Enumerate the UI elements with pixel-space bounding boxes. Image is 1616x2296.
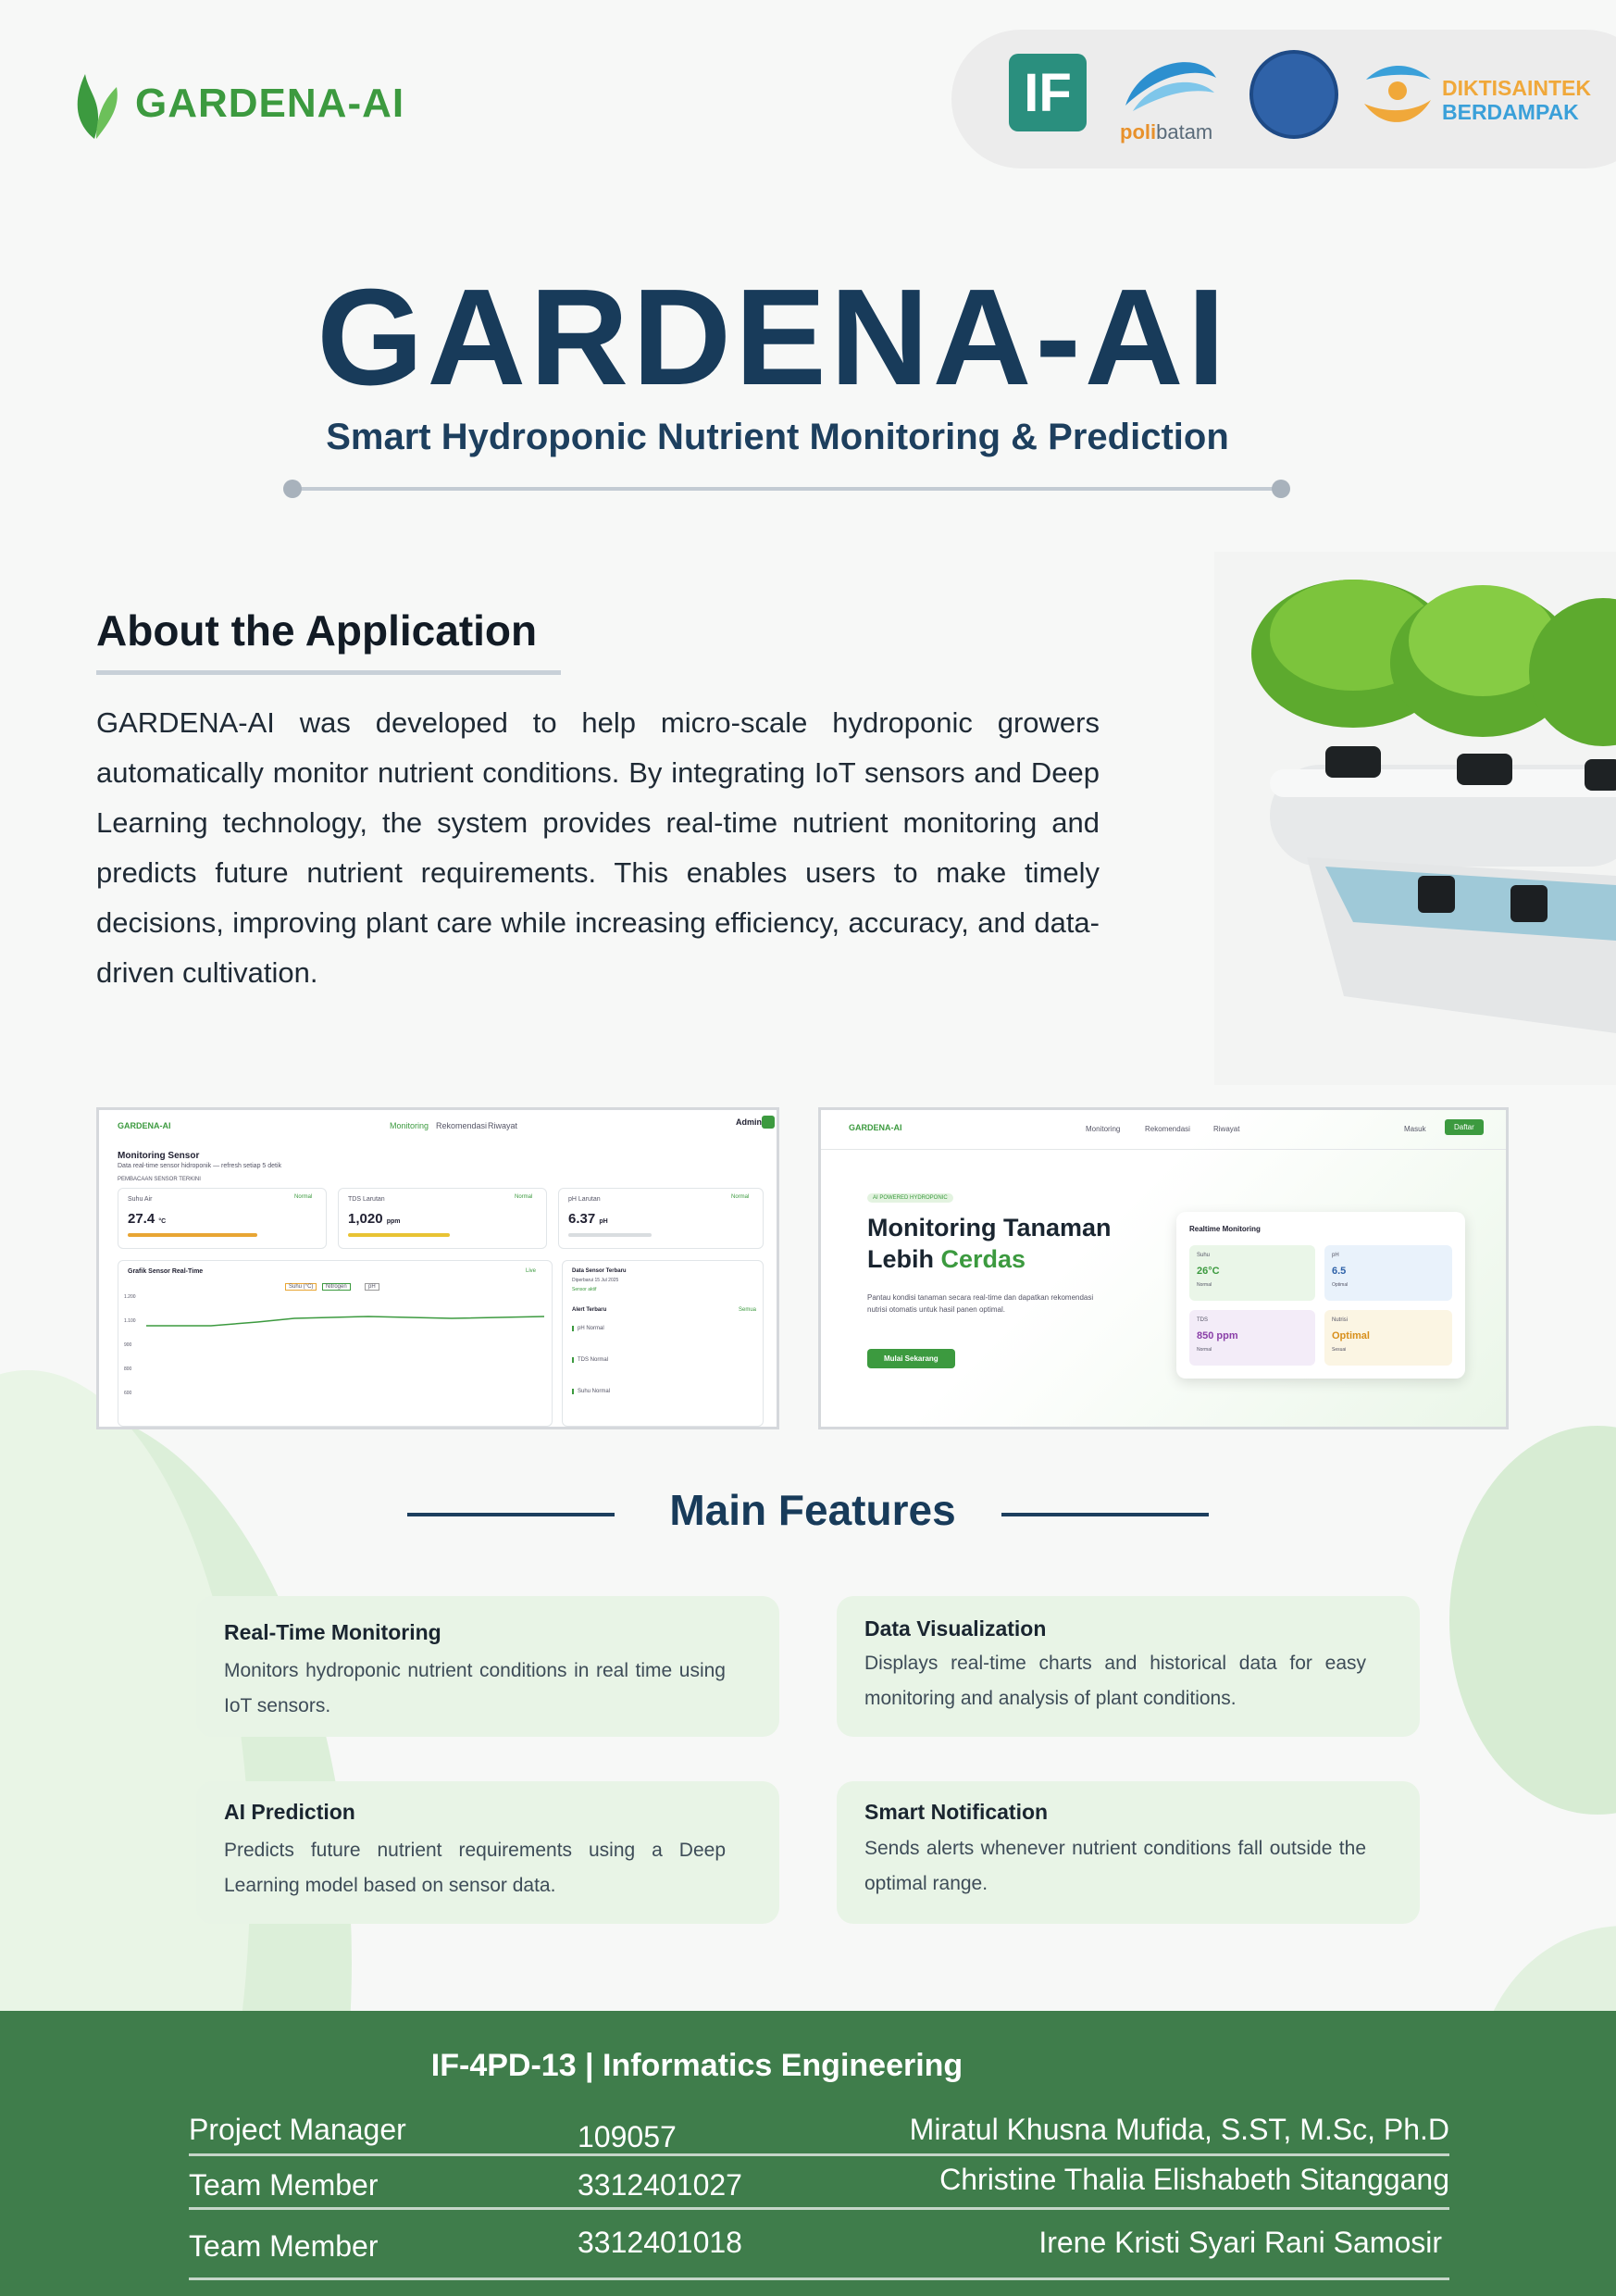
about-text: GARDENA-AI was developed to help micro-scale hydroponic growers automatically monitor nutrient conditions. By integrating IoT sensors and Deep Learning technology, the system provides real-time nutrient monitoring and predicts future nutrient requirements. This enables users to make timely decisions, improving plant care while increasing efficiency, accuracy, and data-driven cultivation. bbox=[96, 706, 1100, 989]
about-title: About the Application bbox=[96, 606, 538, 655]
mini-headline-2: Lebih Cerdas bbox=[867, 1245, 1026, 1273]
team-id: 3312401027 bbox=[578, 2168, 742, 2202]
mini-user: Admin bbox=[736, 1117, 762, 1127]
landing-screenshot bbox=[818, 1107, 1509, 1429]
brand-name: GARDENA-AI bbox=[135, 81, 405, 126]
features-line-right bbox=[1001, 1513, 1209, 1516]
dikti-logo-icon bbox=[1357, 52, 1440, 135]
mini-cta: Mulai Sekarang bbox=[867, 1349, 955, 1368]
hydroponic-plant-image bbox=[1214, 552, 1616, 1085]
team-row-divider bbox=[189, 2153, 1449, 2156]
leaf-icon bbox=[68, 67, 122, 141]
hero-divider bbox=[292, 487, 1283, 491]
mini-nav-riwayat: Riwayat bbox=[488, 1121, 518, 1130]
feature-card-notification bbox=[837, 1781, 1420, 1924]
mini-landing-nav-rekomendasi: Rekomendasi bbox=[1145, 1125, 1190, 1133]
mini-card-ph: pH Larutan Normal 6.37 pH bbox=[558, 1188, 764, 1249]
if-logo: IF bbox=[1009, 54, 1087, 131]
mini-page-sub: Data real-time sensor hidroponik — refresh setiap 5 detik bbox=[118, 1163, 282, 1169]
mini-login: Masuk bbox=[1404, 1125, 1426, 1133]
mini-nav-monitoring: Monitoring bbox=[390, 1121, 429, 1130]
divider-dot-left bbox=[283, 480, 302, 498]
about-underline bbox=[96, 670, 561, 675]
team-role: Team Member bbox=[189, 2168, 379, 2202]
tut-wuri-logo-icon bbox=[1249, 50, 1338, 139]
team-id: 3312401018 bbox=[578, 2226, 742, 2259]
features-title: Main Features bbox=[669, 1486, 956, 1534]
mini-landing-logo: GARDENA-AI bbox=[849, 1123, 902, 1132]
feature-desc: Sends alerts whenever nutrient conditions fall outside the optimal range. bbox=[864, 1838, 1366, 1894]
mini-line-chart bbox=[146, 1298, 544, 1409]
mini-headline-1: Monitoring Tanaman bbox=[867, 1214, 1112, 1242]
team-row-divider bbox=[189, 2277, 1449, 2280]
bg-blob-right bbox=[1449, 1426, 1616, 1815]
hero-title: GARDENA-AI bbox=[317, 261, 1229, 414]
feature-card-realtime bbox=[196, 1596, 779, 1737]
team-name: Miratul Khusna Mufida, S.ST, M.Sc, Ph.D bbox=[909, 2113, 1449, 2146]
team-name: Christine Thalia Elishabeth Sitanggang bbox=[939, 2163, 1449, 2196]
feature-desc: Displays real-time charts and historical data for easy monitoring and analysis of plant conditions. bbox=[864, 1653, 1366, 1709]
dashboard-screenshot bbox=[96, 1107, 779, 1429]
team-role: Team Member bbox=[189, 2229, 379, 2263]
feature-card-visualization bbox=[837, 1596, 1420, 1737]
mini-landing-nav-monitoring: Monitoring bbox=[1086, 1125, 1121, 1133]
divider-dot-right bbox=[1272, 480, 1290, 498]
polibatam-logo-text: polibatam bbox=[1120, 120, 1213, 144]
team-name: Irene Kristi Syari Rani Samosir bbox=[1038, 2226, 1442, 2259]
brand-logo bbox=[68, 67, 404, 141]
mini-logo: GARDENA-AI bbox=[118, 1121, 171, 1130]
team-title: IF-4PD-13 | Informatics Engineering bbox=[430, 2048, 963, 2083]
team-id: 109057 bbox=[578, 2120, 677, 2153]
mini-chart-card: Grafik Sensor Real-Time Live Suhu (°C) Nitrogen pH 1.200 1.100 900 800 600 bbox=[118, 1260, 553, 1427]
feature-name: Real-Time Monitoring bbox=[224, 1620, 441, 1644]
mini-card-suhu: Suhu Air Normal 27.4 °C bbox=[118, 1188, 327, 1249]
mini-desc: Pantau kondisi tanaman secara real-time dan dapatkan rekomendasi nutrisi otomatis untuk hasil panen optimal. bbox=[867, 1293, 1094, 1314]
mini-avatar bbox=[762, 1116, 775, 1129]
mini-tag: AI POWERED HYDROPONIC bbox=[867, 1193, 953, 1203]
team-row-divider bbox=[189, 2207, 1449, 2210]
mini-landing-nav-riwayat: Riwayat bbox=[1213, 1125, 1240, 1133]
feature-card-prediction bbox=[196, 1781, 779, 1924]
mini-section-label: PEMBACAAN SENSOR TERKINI bbox=[118, 1177, 201, 1182]
feature-name: Smart Notification bbox=[864, 1800, 1049, 1824]
mini-card-tds: TDS Larutan Normal 1,020 ppm bbox=[338, 1188, 547, 1249]
mini-register: Daftar bbox=[1445, 1119, 1484, 1135]
mini-realtime-panel: Realtime Monitoring Suhu 26°C Normal pH 6.5 Optimal TDS 850 ppm Normal Nutrisi Optimal Sesuai bbox=[1176, 1212, 1465, 1379]
dikti-logo-text: DIKTISAINTEK BERDAMPAK bbox=[1442, 76, 1591, 124]
mini-side-card: Data Sensor Terbaru Diperbarui 15 Jul 2025 Sensor aktif Alert Terbaru Semua pH Normal TDS Normal Suhu Normal bbox=[562, 1260, 764, 1427]
mini-nav-rekomendasi: Rekomendasi bbox=[436, 1121, 488, 1130]
mini-page-title: Monitoring Sensor bbox=[118, 1151, 200, 1161]
feature-name: AI Prediction bbox=[224, 1800, 355, 1824]
feature-desc: Monitors hydroponic nutrient conditions in real time using IoT sensors. bbox=[224, 1660, 726, 1716]
team-role: Project Manager bbox=[189, 2113, 406, 2146]
feature-name: Data Visualization bbox=[864, 1616, 1047, 1641]
feature-desc: Predicts future nutrient requirements using a Deep Learning model based on sensor data. bbox=[224, 1840, 726, 1896]
hero-subtitle: Smart Hydroponic Nutrient Monitoring & Prediction bbox=[326, 417, 1229, 457]
